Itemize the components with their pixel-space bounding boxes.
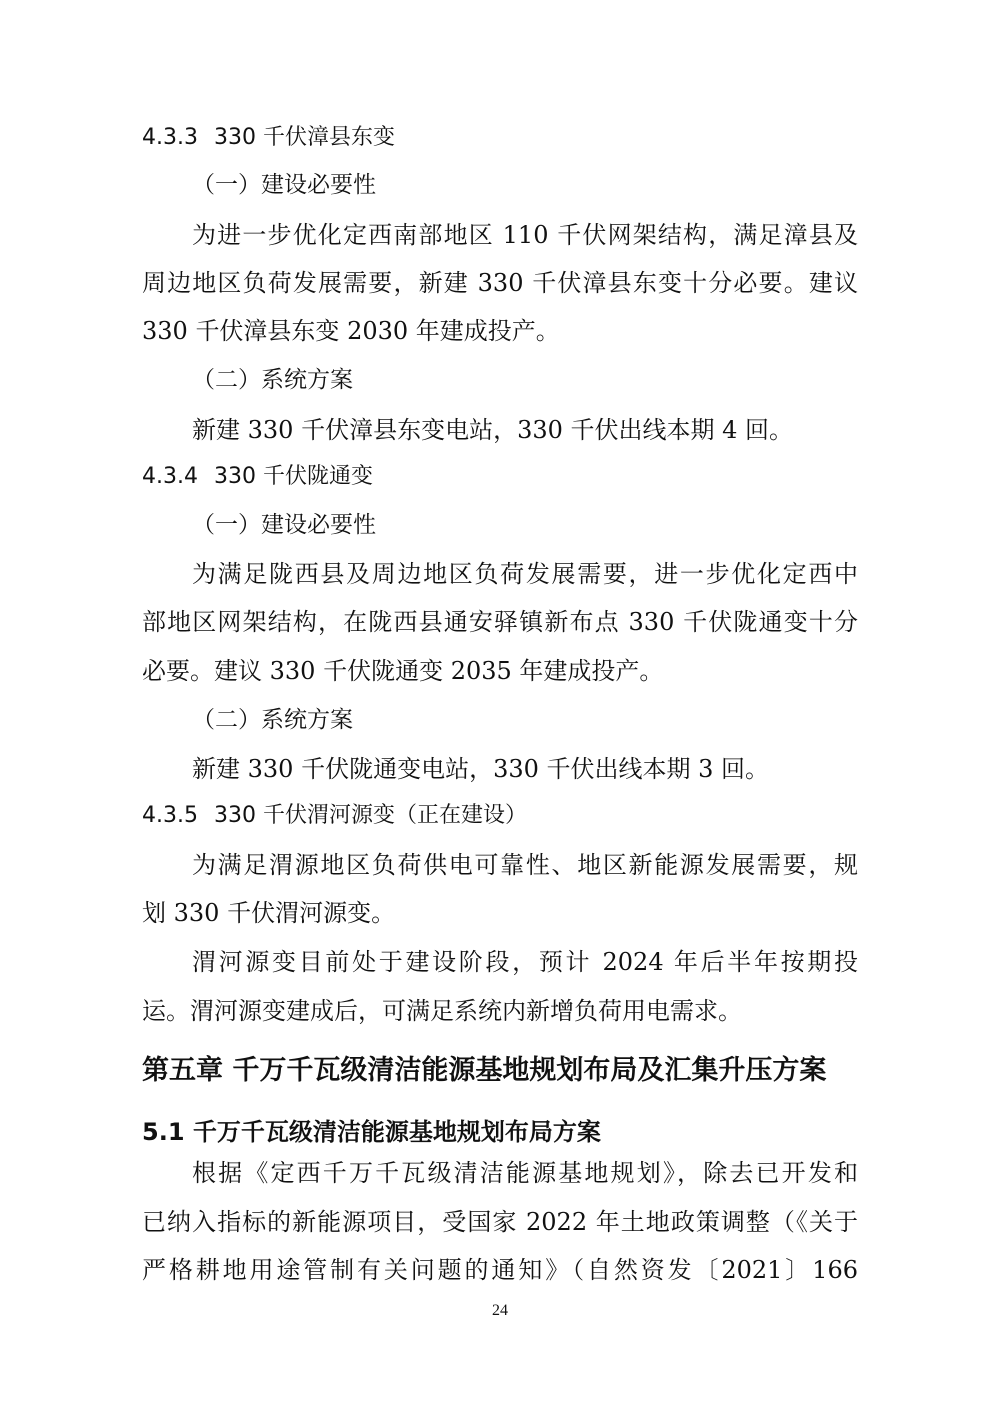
paragraph-line: 为进一步优化定西南部地区 110 千伏网架结构，满足漳县及 (192, 221, 858, 249)
paragraph-line: 已纳入指标的新能源项目，受国家 2022 年土地政策调整（《关于 (142, 1208, 858, 1236)
paragraph-line: 部地区网架结构，在陇西县通安驿镇新布点 330 千伏陇通变十分 (142, 608, 858, 636)
paragraph-line: 周边地区负荷发展需要，新建 330 千伏漳县东变十分必要。建议 (142, 269, 858, 297)
section-heading-4-3-3 (142, 121, 858, 155)
paragraph-line: 根据《定西千万千瓦级清洁能源基地规划》，除去已开发和 (192, 1159, 858, 1187)
paragraph-line: 必要。建议 330 千伏陇通变 2035 年建成投产。 (142, 657, 664, 685)
paragraph-line: 运。渭河源变建成后，可满足系统内新增负荷用电需求。 (142, 997, 742, 1025)
paragraph-line: 新建 330 千伏漳县东变电站，330 千伏出线本期 4 回。 (192, 416, 794, 444)
subheading-system-plan: （二）系统方案 (192, 367, 353, 393)
section-heading-4-3-4 (142, 460, 858, 494)
section-title: 330 千伏渭河源变（正在建设） (214, 803, 527, 828)
section-number: 4.3.5 (142, 803, 198, 828)
section-number: 4.3.4 (142, 464, 198, 489)
paragraph-line: 330 千伏漳县东变 2030 年建成投产。 (142, 317, 560, 345)
paragraph-line: 严格耕地用途管制有关问题的通知》（自然资发〔2021〕166 (142, 1256, 858, 1284)
section-heading-4-3-5 (142, 799, 858, 833)
section-number: 4.3.3 (142, 125, 198, 150)
paragraph-line: 为满足陇西县及周边地区负荷发展需要，进一步优化定西中 (192, 560, 858, 588)
section-title: 330 千伏陇通变 (214, 464, 373, 489)
subheading-system-plan: （二）系统方案 (192, 707, 353, 733)
paragraph-line: 新建 330 千伏陇通变电站，330 千伏出线本期 3 回。 (192, 755, 770, 783)
page-number: 24 (492, 1302, 508, 1319)
section-title: 330 千伏漳县东变 (214, 125, 395, 150)
paragraph-line: 为满足渭源地区负荷供电可靠性、地区新能源发展需要，规 (192, 851, 858, 879)
subheading-necessity: （一）建设必要性 (192, 172, 376, 198)
paragraph-line: 渭河源变目前处于建设阶段，预计 2024 年后半年按期投 (192, 948, 858, 976)
subheading-necessity: （一）建设必要性 (192, 512, 376, 538)
section-title-5-1: 5.1 千万千瓦级清洁能源基地规划布局方案 (142, 1118, 601, 1146)
chapter-title: 第五章 千万千瓦级清洁能源基地规划布局及汇集升压方案 (142, 1055, 827, 1086)
paragraph-line: 划 330 千伏渭河源变。 (142, 899, 396, 927)
